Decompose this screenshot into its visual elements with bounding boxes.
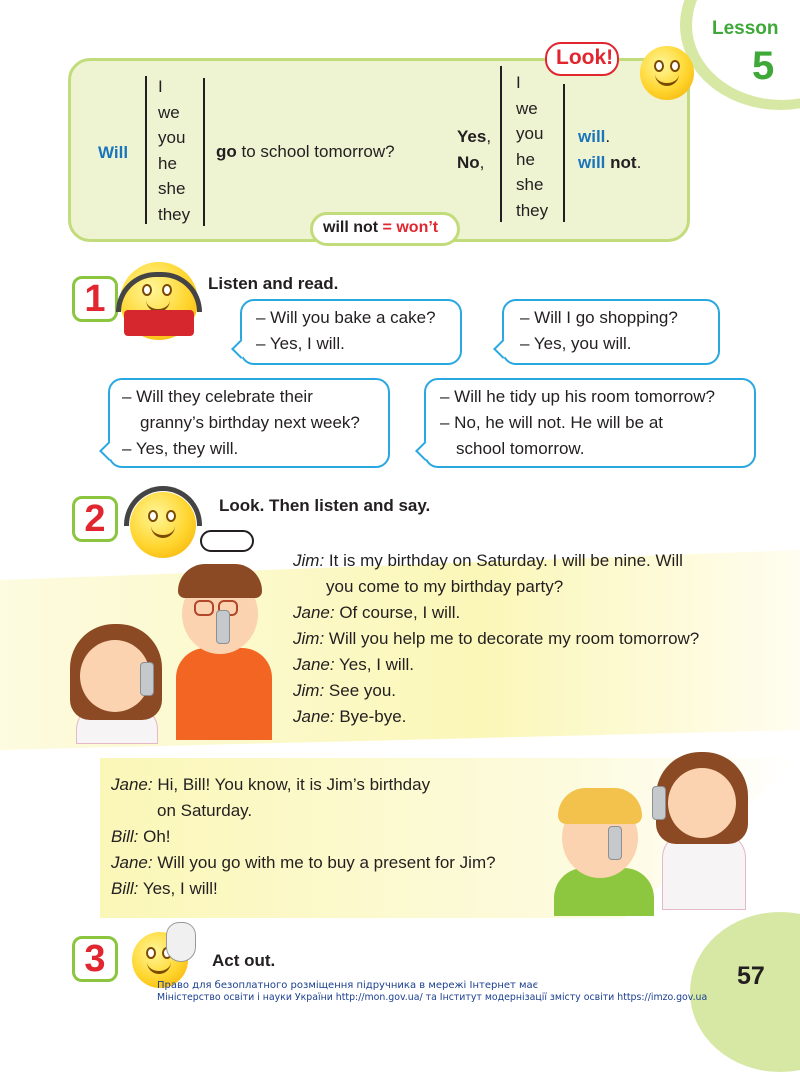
task-number-2: 2 xyxy=(72,496,118,542)
footer-line-1: Право для безоплатного розміщення підручника в мережі Інтернет має xyxy=(157,980,539,991)
jim-illustration xyxy=(168,560,278,740)
footer-line-2: Міністерство освіти і науки України http://mon.gov.ua/ та Інститут модернізації змісту освіти https://imzo.gov.ua xyxy=(157,992,708,1003)
grammar-subjects: I we you he she they xyxy=(158,77,191,224)
speech-bubble-1: – Will you bake a cake? – Yes, I will. xyxy=(240,299,462,365)
speech-bubble-4: – Will he tidy up his room tomorrow? – No, he will not. He will be at school tomorrow. xyxy=(424,378,756,468)
lesson-label: Lesson xyxy=(712,18,779,39)
grammar-will: Will xyxy=(98,143,129,162)
smiley-listening-icon xyxy=(130,492,196,558)
theatre-mask-icon xyxy=(166,922,196,962)
speech-icon xyxy=(200,530,254,552)
lesson-number: 5 xyxy=(752,44,775,88)
divider xyxy=(563,84,565,222)
task1-instruction: Listen and read. xyxy=(208,274,339,293)
grammar-verb-phrase: go to school tomorrow? xyxy=(216,142,395,161)
smiley-look-icon xyxy=(640,46,694,100)
grammar-answer-subjects: I we you he she they xyxy=(516,73,549,220)
task2-instruction: Look. Then listen and say. xyxy=(219,496,431,515)
grammar-yes-no: Yes, No, xyxy=(457,127,492,172)
divider xyxy=(500,66,502,222)
speech-bubble-2: – Will I go shopping? – Yes, you will. xyxy=(502,299,720,365)
grammar-short-answers: will. will not. xyxy=(578,127,642,172)
bill-illustration xyxy=(548,786,658,916)
speech-bubble-3: – Will they celebrate their granny’s birthday next week? – Yes, they will. xyxy=(108,378,390,468)
divider xyxy=(145,76,147,224)
jane-illustration xyxy=(62,620,172,744)
page-number: 57 xyxy=(737,962,765,990)
task3-instruction: Act out. xyxy=(212,951,276,970)
look-label: Look! xyxy=(556,46,614,69)
contraction-text: will not = won’t xyxy=(323,219,439,236)
task-number-3: 3 xyxy=(72,936,118,982)
dialogue1: Jim: It is my birthday on Saturday. I will be nine. Will you come to my birthday party? Jane: Of course, I will. Jim: Will you help me to decorate my room tomorrow? Jane: Yes, I will. Jim: See you. Jane: Bye-bye. xyxy=(293,551,700,726)
divider xyxy=(203,78,205,226)
task-number-1: 1 xyxy=(72,276,118,322)
dialogue2: Jane: Hi, Bill! You know, it is Jim’s birthday on Saturday. Bill: Oh! Jane: Will you go with me to buy a present for Jim? Bill: Yes, I will! xyxy=(111,775,496,898)
smiley-reading-icon xyxy=(120,262,198,340)
jane-illustration-2 xyxy=(648,750,758,910)
